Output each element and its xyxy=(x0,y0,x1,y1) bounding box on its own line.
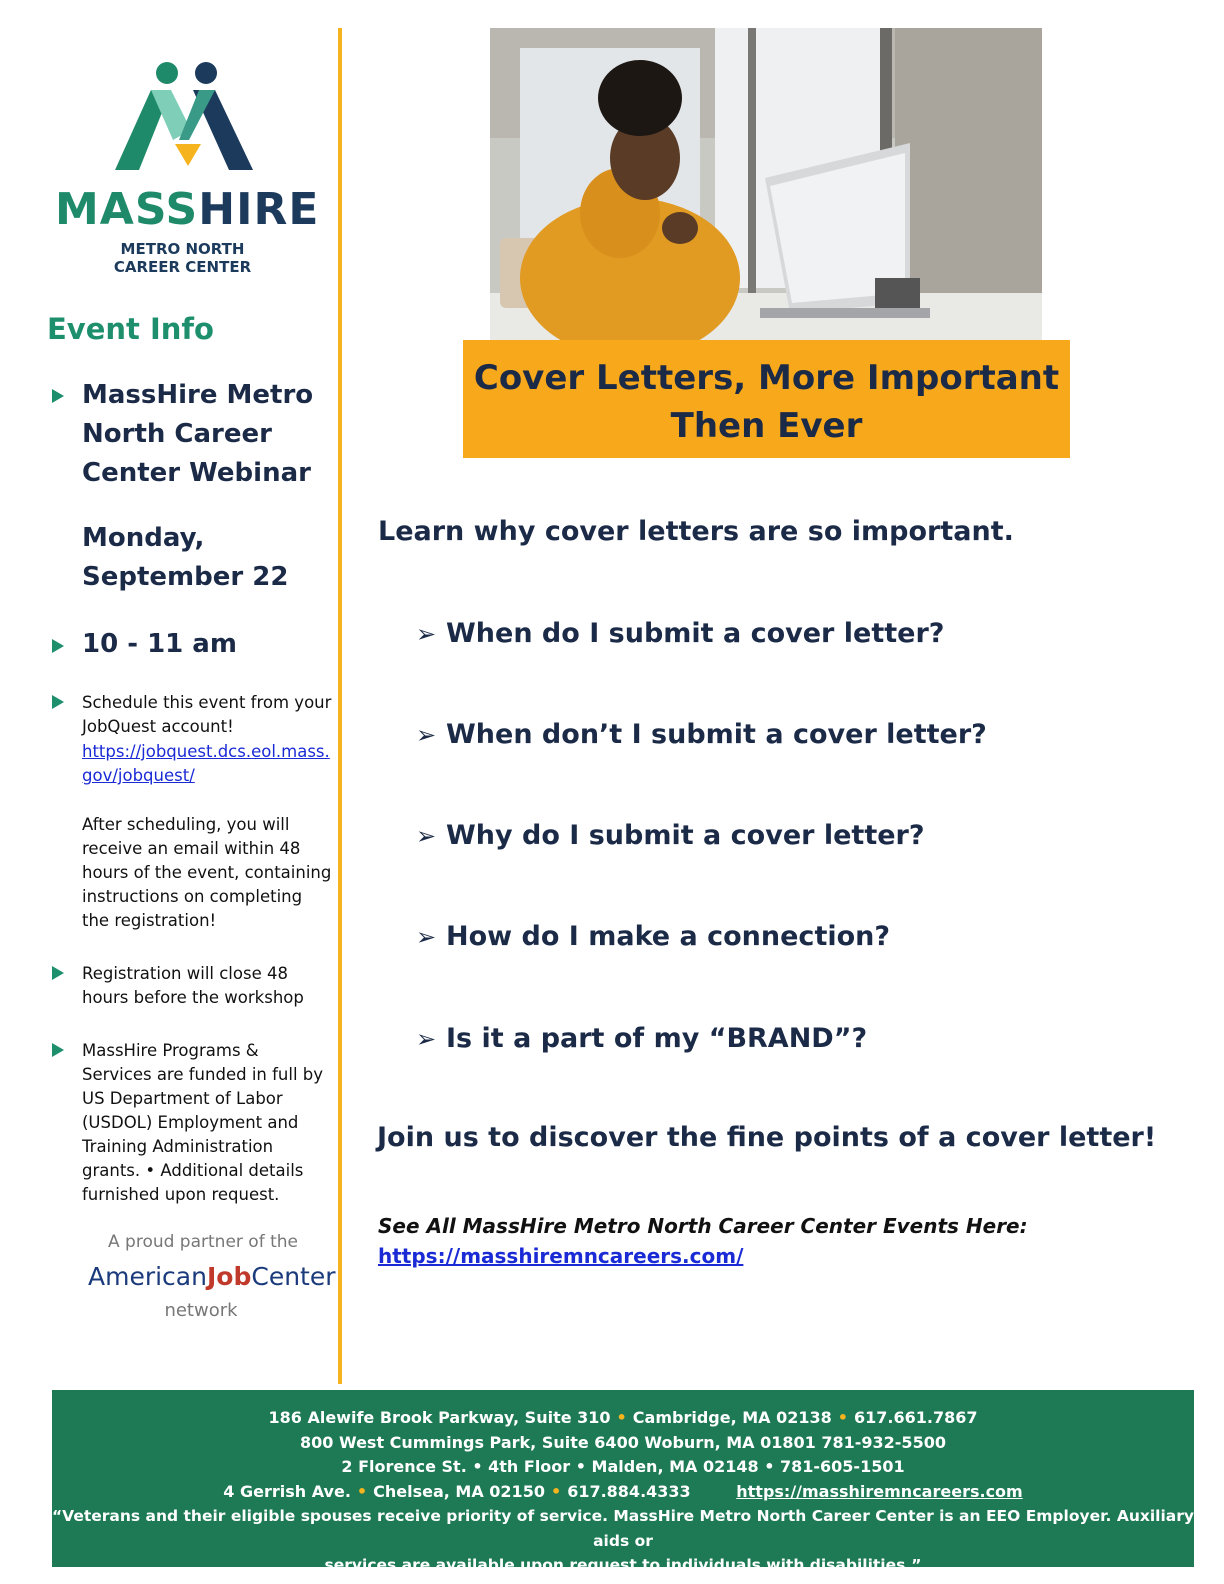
registration-close-text: Registration will close 48 hours before the workshop xyxy=(82,964,304,1007)
after-scheduling-text: After scheduling, you will receive an email within 48 hours of the event, containing instructions on completing the registration! xyxy=(82,815,332,930)
ajc-network-text: network xyxy=(164,1300,238,1321)
footer-address-malden: 2 Florence St. • 4th Floor • Malden, MA 02148 • 781-605-1501 xyxy=(341,1457,905,1476)
event-date: Monday, September 22 xyxy=(82,523,289,592)
question-item: ➢ When don’t I submit a cover letter? xyxy=(416,719,987,750)
american-job-center-logo: AmericanJobCenter xyxy=(88,1262,336,1291)
event-time: 10 - 11 am xyxy=(82,629,237,659)
events-site-link[interactable]: https://masshiremncareers.com/ xyxy=(378,1244,744,1268)
title-banner xyxy=(463,340,1070,458)
footer-website-link[interactable]: https://masshiremncareers.com xyxy=(736,1481,1023,1501)
question-item: ➢ Why do I submit a cover letter? xyxy=(416,820,925,851)
intro-text: Learn why cover letters are so important. xyxy=(378,516,1014,547)
bullet-triangle-icon xyxy=(52,966,64,980)
footer-address-chelsea: 4 Gerrish Ave. • Chelsea, MA 02150 • 617.884.4333 https://masshiremncareers.com xyxy=(223,1481,1023,1501)
schedule-text: Schedule this event from your JobQuest account! xyxy=(82,693,332,736)
see-all-events-text: See All MassHire Metro North Career Center Events Here: xyxy=(378,1214,1028,1238)
footer-contact xyxy=(52,1390,1194,1574)
masshire-people-icon xyxy=(113,60,258,172)
funding-text: MassHire Programs & Services are funded in full by US Department of Labor (USDOL) Employment and Training Administration grants. • Additional details furnished upon request. xyxy=(82,1041,324,1204)
arrow-bullet-icon: ➢ xyxy=(416,620,437,648)
woman-at-laptop-photo xyxy=(490,28,1042,340)
partner-text: A proud partner of the xyxy=(108,1232,298,1252)
webinar-title: MassHire Metro North Career Center Webinar xyxy=(82,380,314,488)
join-text: Join us to discover the fine points of a cover letter! xyxy=(377,1122,1157,1153)
question-item: ➢ How do I make a connection? xyxy=(416,921,891,952)
event-title: Cover Letters, More Important Then Ever xyxy=(473,358,1060,446)
arrow-bullet-icon: ➢ xyxy=(416,923,437,951)
masshire-logo xyxy=(55,60,325,276)
footer-address-cambridge: 186 Alewife Brook Parkway, Suite 310 • Cambridge, MA 02138 • 617.661.7867 xyxy=(268,1408,978,1427)
arrow-bullet-icon: ➢ xyxy=(416,1025,437,1053)
jobquest-link[interactable]: https://jobquest.dcs.eol.mass.gov/jobquest/ xyxy=(82,742,330,785)
event-info-heading: Event Info xyxy=(47,312,214,346)
logo-subtitle-1: METRO NORTH xyxy=(120,240,245,258)
bullet-triangle-icon xyxy=(52,695,64,709)
footer-address-woburn: 800 West Cummings Park, Suite 6400 Woburn, MA 01801 781-932-5500 xyxy=(300,1432,946,1452)
vertical-divider xyxy=(338,28,342,1384)
arrow-bullet-icon: ➢ xyxy=(416,822,437,850)
bullet-triangle-icon xyxy=(52,389,64,403)
brand-wordmark: MASSHIRE xyxy=(55,184,320,235)
logo-subtitle-2: CAREER CENTER xyxy=(113,258,252,276)
footer-notice-line-1: “Veterans and their eligible spouses receive priority of service. MassHire Metro North Career Center is an EEO Employer. Auxiliary aids or xyxy=(52,1507,1194,1550)
bullet-triangle-icon xyxy=(52,1043,64,1057)
arrow-bullet-icon: ➢ xyxy=(416,721,437,749)
bullet-triangle-icon xyxy=(52,639,64,653)
footer-notice-line-2: services are available upon request to individuals with disabilities.” xyxy=(324,1556,922,1574)
question-item: ➢ When do I submit a cover letter? xyxy=(416,618,945,649)
question-item: ➢ Is it a part of my “BRAND”? xyxy=(416,1023,868,1054)
